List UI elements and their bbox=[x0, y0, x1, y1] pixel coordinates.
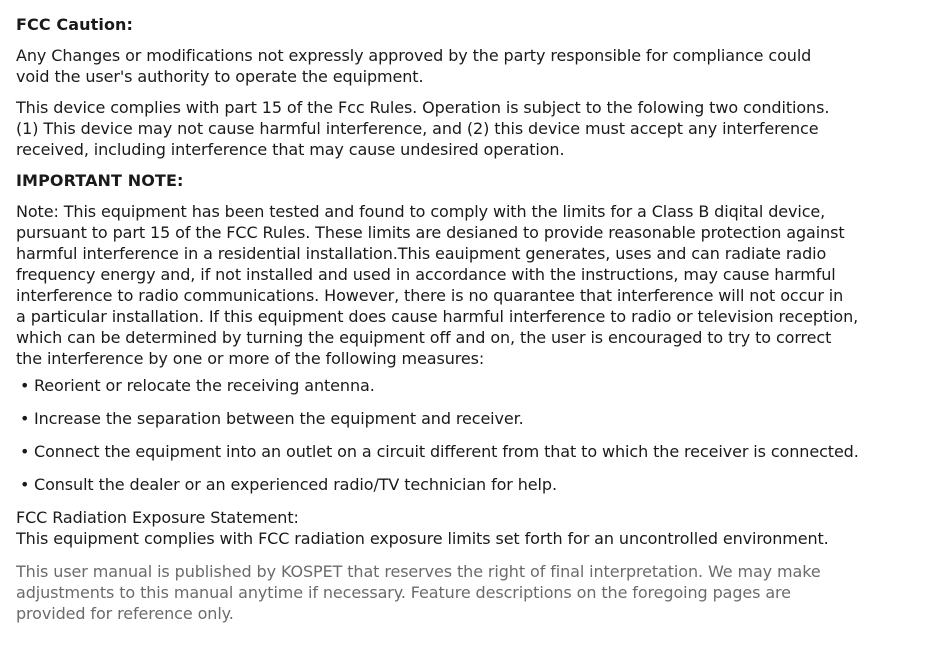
radiation-statement-text: This equipment complies with FCC radiation exposure limits set forth for an uncontrolled environment. bbox=[16, 529, 829, 548]
fcc-caution-paragraph-1 bbox=[16, 45, 926, 87]
measures-list bbox=[16, 375, 926, 495]
list-item bbox=[16, 375, 926, 396]
text-line: received, including interference that may cause undesired operation. bbox=[16, 140, 565, 159]
text-line: adjustments to this manual anytime if necessary. Feature descriptions on the foregoing pages are bbox=[16, 583, 791, 602]
list-item bbox=[16, 408, 926, 429]
text-line: pursuant to part 15 of the FCC Rules. These limits are desianed to provide reasonable protection against bbox=[16, 223, 845, 242]
text-line: This user manual is published by KOSPET that reserves the right of final interpretation. We may make bbox=[16, 562, 821, 581]
text-line: harmful interference in a residential installation.This eauipment generates, uses and can radiate radio bbox=[16, 244, 827, 263]
list-item-text: Increase the separation between the equipment and receiver. bbox=[34, 409, 524, 428]
text-line: This device complies with part 15 of the Fcc Rules. Operation is subject to the folowing two conditions. bbox=[16, 98, 830, 117]
list-item bbox=[16, 474, 926, 495]
text-line: interference to radio communications. However, there is no quarantee that interference will not occur in bbox=[16, 286, 844, 305]
fcc-caution-heading: FCC Caution: bbox=[16, 15, 134, 34]
text-line: Note: This equipment has been tested and found to comply with the limits for a Class B diqital device, bbox=[16, 202, 826, 221]
text-line: (1) This device may not cause harmful interference, and (2) this device must accept any interference bbox=[16, 119, 819, 138]
list-item-text: Connect the equipment into an outlet on a circuit different from that to which the receiver is connected. bbox=[34, 442, 859, 461]
list-item-text: Consult the dealer or an experienced radio/TV technician for help. bbox=[34, 475, 557, 494]
text-line: frequency energy and, if not installed and used in accordance with the instructions, may cause harmful bbox=[16, 265, 836, 284]
text-line: Any Changes or modifications not expressly approved by the party responsible for compliance could bbox=[16, 46, 812, 65]
bullet-icon: • bbox=[20, 475, 30, 494]
text-line: which can be determined by turning the equipment off and on, the user is encouraged to try to correct bbox=[16, 328, 832, 347]
bullet-icon: • bbox=[20, 442, 30, 461]
list-item bbox=[16, 441, 926, 462]
important-note-paragraph bbox=[16, 201, 926, 369]
bullet-icon: • bbox=[20, 376, 30, 395]
list-item-text: Reorient or relocate the receiving antenna. bbox=[34, 376, 375, 395]
important-note-heading: IMPORTANT NOTE: bbox=[16, 171, 184, 190]
radiation-statement-title: FCC Radiation Exposure Statement: bbox=[16, 508, 299, 527]
radiation-exposure-statement bbox=[16, 507, 926, 549]
text-line: a particular installation. If this equipment does cause harmful interference to radio or television reception, bbox=[16, 307, 859, 326]
fcc-caution-paragraph-2 bbox=[16, 97, 926, 160]
text-line: void the user's authority to operate the equipment. bbox=[16, 67, 424, 86]
text-line: provided for reference only. bbox=[16, 604, 234, 623]
manual-disclaimer bbox=[16, 561, 926, 624]
bullet-icon: • bbox=[20, 409, 30, 428]
document-page bbox=[16, 14, 926, 624]
text-line: the interference by one or more of the following measures: bbox=[16, 349, 485, 368]
